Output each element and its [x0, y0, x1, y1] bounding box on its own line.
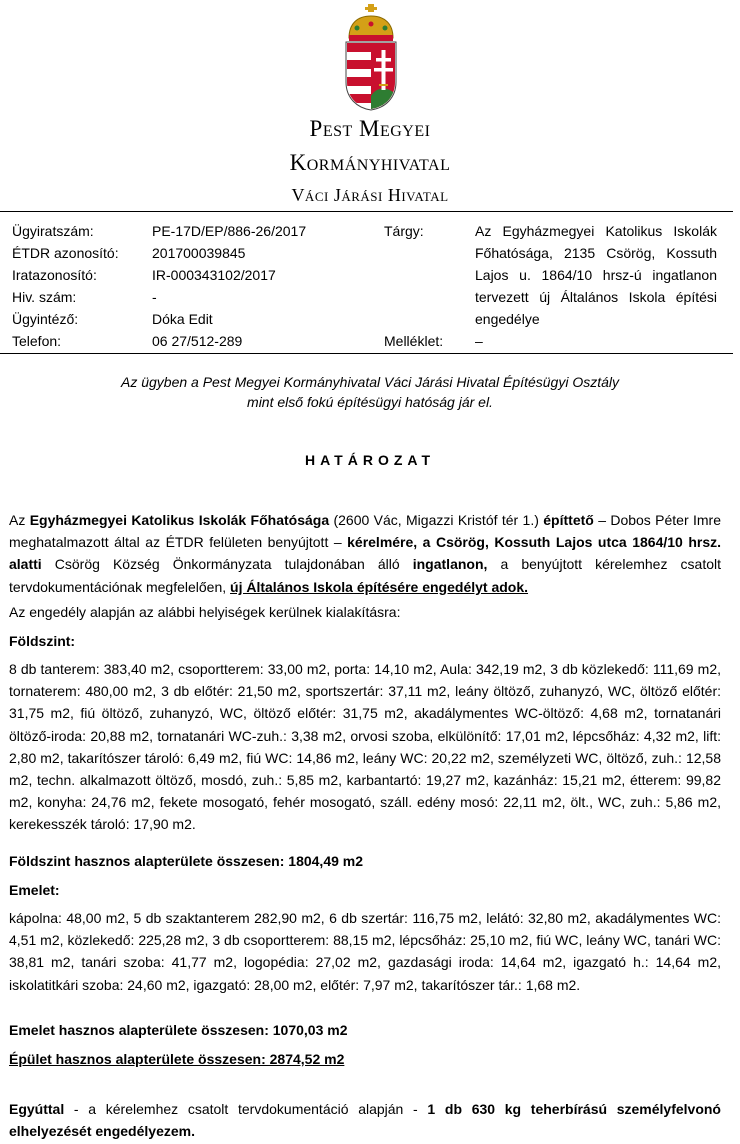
elevator-paragraph [9, 1098, 721, 1142]
para1-text-7: Csörög Község Önkormányzata tulajdonában álló [41, 556, 413, 573]
applicant-name: Egyházmegyei Katolikus Iskolák Főhatósága [29, 512, 330, 528]
authority-line2: mint első fokú építésügyi hatóság jár el. [247, 394, 493, 410]
targy-value: Az Egyházmegyei Katolikus Iskolák Főhatósága, 2135 Csörög, Kossuth Lajos u. 1864/10 hrsz-ú ingatlanon tervezett új Általános Iskola építési engedélye [475, 223, 717, 327]
ugyiratszam-value: PE-17D/EP/886-26/2017 [152, 223, 307, 239]
para1-text-9: a benyújtott kérelemhez csatolt tervdokumentációnak megfelelően, [9, 556, 722, 595]
ugyintezo-value: Dóka Edit [152, 311, 213, 327]
hivszam-value: - [152, 289, 157, 305]
header-divider-top [0, 211, 733, 212]
office-name-line1: Pest Megyei [309, 116, 431, 141]
targy-label: Tárgy: [384, 223, 424, 239]
authority-line1: Az ügyben a Pest Megyei Kormányhivatal Váci Járási Hivatal Építésügyi Osztály [120, 374, 619, 390]
ugyiratszam-label: Ügyiratszám: [12, 223, 94, 239]
egyuttal-word: Egyúttal [9, 1101, 65, 1117]
melleklet-label: Melléklet: [384, 333, 444, 349]
authority-note [0, 372, 740, 412]
office-name-line2: Kormányhivatal [289, 150, 451, 175]
etdr-value: 201700039845 [152, 245, 246, 261]
epulet-total: Épület hasznos alapterülete összesen: 2874,52 m2 [9, 1051, 345, 1067]
rooms-intro: Az engedély alapján az alábbi helyiségek kerülnek kialakításra: [9, 604, 401, 620]
emelet-total: Emelet hasznos alapterülete összesen: 1070,03 m2 [9, 1022, 348, 1038]
para1-text-1: Az [9, 512, 30, 528]
iratazonosito-value: IR-000343102/2017 [152, 267, 276, 283]
foldszint-rooms: 8 db tanterem: 383,40 m2, csoportterem: 33,00 m2, porta: 14,10 m2, Aula: 342,19 m2, 3 db közlekedő: 111,69 m2, tornaterem: 480,00 m2, 3 db előtér: 21,50 m2, sportszertár: 37,11 m2, leány öltöző, zuhanyzó, WC, öltöző előtér: 31,75 m2, fiú öltöző, zuhanyzó, WC, öltöző előtér: 31,75 m2, akadálymentes WC-öltöző: 4,68 m2, tornatanári öltöző-iroda: 20,88 m2, tornatanári WC-zuh.: 3,38 m2, orvosi szoba, elkülönítő: 17,01 m2, lépcsőház: 4,32 m2, lift: 2,80 m2, takarítószer tároló: 6,49 m2, fiú WC: 14,86 m2, leány WC: 20,22 m2, személyzeti WC, öltöző, zuh.: 12,58 m2, techn. alkalmazott öltöző, mosdó, zuh.: 5,85 m2, karbantartó: 19,27 m2, kazánház: 15,21 m2, étterem: 99,82 m2, konyha: 24,76 m2, fekete mosogató, fehér mosogató, száll. edény mosó: 22,11 m2, ölt., WC, zuh.: 5,86 m2, kerekesszék tároló: 17,90 m2. [9, 661, 721, 833]
elevator-permit: 1 db 630 kg teherbírású személyfelvonó elhelyezését engedélyezem. [9, 1101, 721, 1140]
builder-label: építtető [543, 512, 594, 528]
permit-granted: új Általános Iskola építésére engedélyt adok. [230, 578, 529, 595]
elevator-text: - a kérelemhez csatolt tervdokumentáció alapján - [64, 1101, 428, 1117]
hivszam-label: Hiv. szám: [12, 289, 77, 305]
foldszint-total: Földszint hasznos alapterülete összesen: 1804,49 m2 [9, 853, 364, 869]
etdr-label: ÉTDR azonosító: [12, 245, 119, 261]
emelet-rooms: kápolna: 48,00 m2, 5 db szaktanterem 282,90 m2, 6 db szertár: 116,75 m2, lelátó: 32,80 m2, akadálymentes WC: 4,51 m2, közlekedő: 225,28 m2, 3 db csoportterem: 88,15 m2, lépcsőház: 25,10 m2, fiú WC, leány WC, tanári WC: 38,81 m2, tanári szoba: 41,77 m2, logopédia: 27,02 m2, gazdasági iroda: 14,64 m2, igazgató h.: 14,64 m2, iskolatitkári szoba: 24,60 m2, igazgató: 28,00 m2, előtér: 7,97 m2, takarítószer tár.: 1,68 m2. [9, 910, 721, 993]
foldszint-label: Földszint: [9, 633, 76, 649]
telefon-label: Telefon: [12, 333, 62, 349]
emelet-label: Emelet: [9, 882, 60, 898]
property-word: ingatlanon, [412, 556, 488, 573]
hungarian-coat-of-arms-icon [343, 4, 399, 112]
decision-heading: HATÁROZAT [304, 452, 436, 468]
office-name-line3: Váci Járási Hivatal [291, 185, 449, 205]
melleklet-value: – [475, 333, 483, 349]
property-location: kérelmére, a Csörög, Kossuth Lajos utca 1864/10 hrsz. alatti [9, 534, 721, 573]
telefon-value: 06 27/512-289 [152, 333, 243, 349]
para1-text-3: (2600 Vác, Migazzi Kristóf tér 1.) [329, 512, 544, 528]
header-divider-bottom [0, 353, 733, 354]
iratazonosito-label: Iratazonosító: [12, 267, 97, 283]
para1-text-5: – Dobos Péter Imre meghatalmazott által az ÉTDR felületen benyújtott – [9, 512, 721, 551]
ugyintezo-label: Ügyintéző: [12, 311, 79, 327]
decision-paragraph [9, 509, 721, 598]
